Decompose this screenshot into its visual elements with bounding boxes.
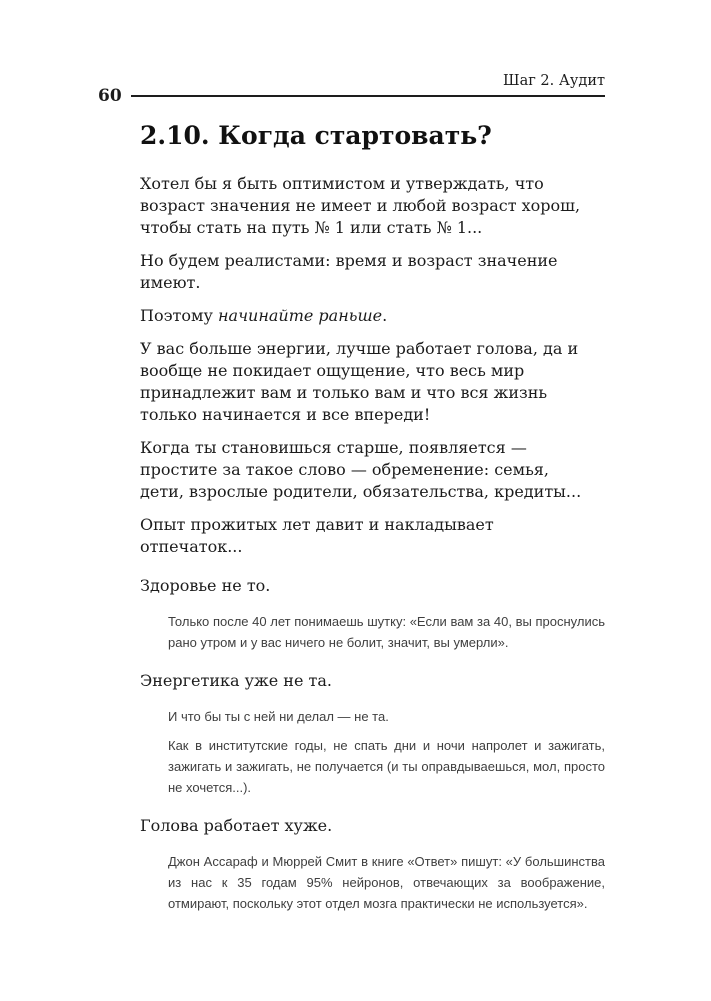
text-column xyxy=(140,121,605,914)
quote-energy-2: Как в институтские годы, не спать дни и ночи напролет и зажигать, зажигать и зажигать, не получается (и ты оправдываешься, мол, просто не хочется...). xyxy=(168,738,605,795)
heading-health: Здоровье не то. xyxy=(140,576,271,595)
chapter-title: 2.10. Когда стартовать? xyxy=(140,121,492,150)
paragraph-experience: Опыт прожитых лет давит и накладывает отпечаток... xyxy=(140,515,494,556)
paragraph-start-earlier xyxy=(140,305,592,327)
paragraph-getting-older: Когда ты становишься старше, появляется — простите за такое слово — обременение: семья, дети, взрослые родители, обязательства, кредиты... xyxy=(140,438,582,501)
start-earlier-suffix: . xyxy=(382,306,388,325)
quote-assaraf-smith: Джон Ассараф и Мюррей Смит в книге «Ответ» пишут: «У большинства из нас к 35 годам 95% нейронов, отвечающих за воображение, отмирают, поскольку этот отдел мозга практически не используется». xyxy=(168,854,605,911)
running-head: Шаг 2. Аудит xyxy=(503,73,605,89)
quote-health: Только после 40 лет понимаешь шутку: «Если вам за 40, вы проснулись рано утром и у вас ничего не болит, значит, вы умерли». xyxy=(168,614,605,650)
header-rule xyxy=(131,72,605,97)
page-number: 60 xyxy=(98,86,122,106)
start-earlier-italic: начинайте раньше xyxy=(217,306,383,325)
start-earlier-prefix: Поэтому xyxy=(140,306,218,325)
paragraph-optimist: Хотел бы я быть оптимистом и утверждать, что возраст значения не имеет и любой возраст хорош, чтобы стать на путь № 1 или стать № 1... xyxy=(140,174,581,237)
paragraph-more-energy: У вас больше энергии, лучше работает голова, да и вообще не покидает ощущение, что весь мир принадлежит вам и только вам и что вся жизнь только начинается и все впереди! xyxy=(140,339,579,424)
quote-energy-1: И что бы ты с ней ни делал — не та. xyxy=(168,709,389,724)
heading-head-works-worse: Голова работает хуже. xyxy=(140,816,333,835)
paragraph-realists: Но будем реалистами: время и возраст значение имеют. xyxy=(140,251,558,292)
page-header xyxy=(98,72,605,106)
heading-energy: Энергетика уже не та. xyxy=(140,671,332,690)
